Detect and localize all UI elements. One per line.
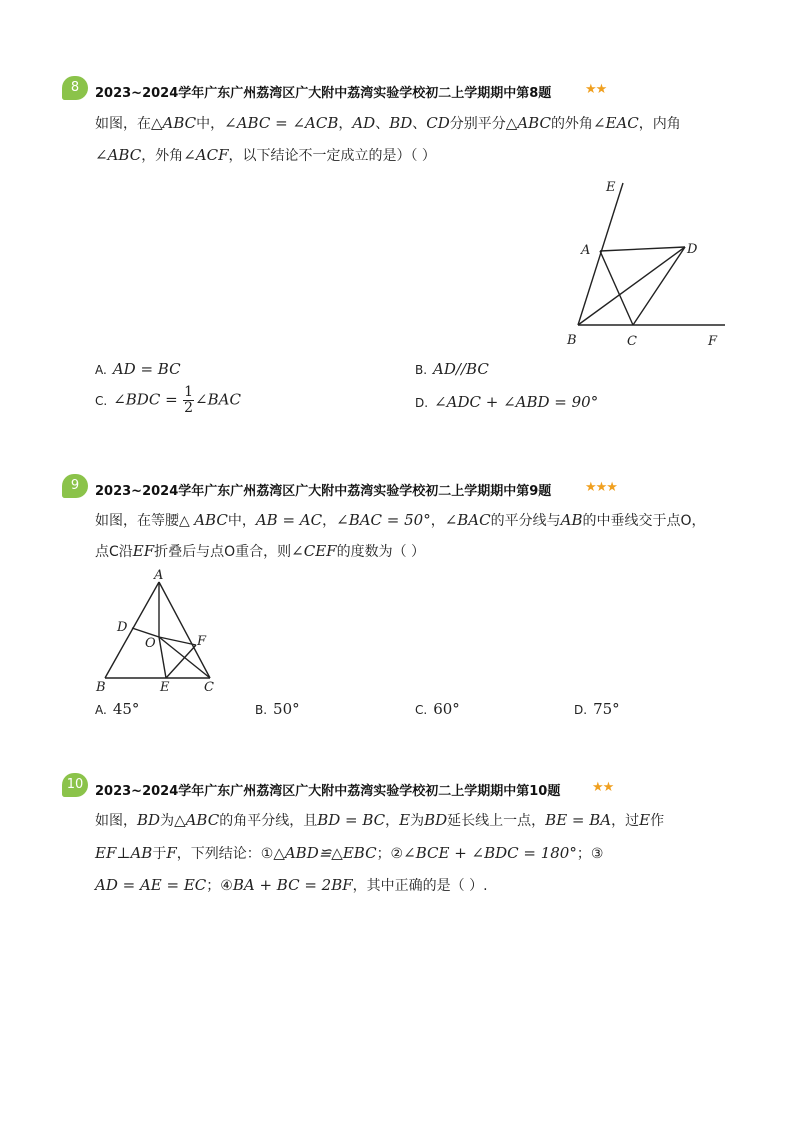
point-label: D	[687, 242, 698, 257]
point-label: C	[204, 680, 214, 695]
point-label: F	[708, 334, 718, 349]
point-label: E	[160, 680, 170, 695]
option-a[interactable]: A. AD = BC	[95, 360, 181, 378]
fraction: $\frac{1}{2}$	[184, 384, 194, 416]
question-text-line: 如图，在△ABC中，∠ABC = ∠ACB，AD、BD、CD分别平分△ABC的外角∠EAC，内角	[95, 114, 681, 132]
question-title: 2023~2024学年广东广州荔湾区广大附中荔湾实验学校初二上学期期中第9题	[95, 484, 552, 499]
point-label: E	[606, 180, 616, 195]
option-c[interactable]: C. ∠BDC = $\frac{1}{2}$ ∠BAC	[95, 384, 241, 416]
question-text-line: 如图，BD为△ABC的角平分线，且BD = BC，E为BD延长线上一点，BE = BA，过E作	[95, 811, 665, 829]
option-d[interactable]: D. 75°	[574, 700, 620, 718]
question-title: 2023~2024学年广东广州荔湾区广大附中荔湾实验学校初二上学期期中第10题	[95, 784, 561, 799]
question-text-line: 点C沿EF折叠后与点O重合，则∠CEF的度数为（ ）	[95, 542, 426, 560]
point-label: D	[117, 620, 128, 635]
question-title: 2023~2024学年广东广州荔湾区广大附中荔湾实验学校初二上学期期中第8题	[95, 86, 552, 101]
point-label: B	[96, 680, 106, 695]
question-text-line: AD = AE = EC；④BA + BC = 2BF，其中正确的是（ ）.	[95, 876, 488, 894]
point-label: A	[154, 568, 164, 583]
point-label: C	[627, 334, 637, 349]
option-b[interactable]: B. AD//BC	[415, 360, 489, 378]
option-b[interactable]: B. 50°	[255, 700, 300, 718]
difficulty-stars: ★★	[592, 780, 614, 795]
point-label: B	[567, 333, 577, 348]
question-text-line: EF⊥AB于F，下列结论：①△ABD≌△EBC；②∠BCE + ∠BDC = 180°；③	[95, 844, 604, 862]
point-label: A	[581, 243, 591, 258]
difficulty-stars: ★★	[585, 82, 607, 97]
option-c[interactable]: C. 60°	[415, 700, 460, 718]
question-number-badge: 10	[62, 773, 88, 797]
question-number-badge: 9	[62, 474, 88, 498]
geometry-figure	[90, 565, 225, 695]
difficulty-stars: ★★★	[585, 480, 617, 495]
option-a[interactable]: A. 45°	[95, 700, 140, 718]
question-text-line: ∠ABC，外角∠ACF，以下结论不一定成立的是）（ ）	[95, 146, 436, 164]
geometry-figure	[560, 175, 740, 350]
option-d[interactable]: D. ∠ADC + ∠ABD = 90°	[415, 393, 599, 411]
point-label: F	[197, 634, 207, 649]
question-text-line: 如图，在等腰△ ABC中，AB = AC，∠BAC = 50°，∠BAC的平分线与AB的中垂线交于点O，	[95, 511, 706, 529]
point-label: O	[145, 636, 156, 651]
question-number-badge: 8	[62, 76, 88, 100]
